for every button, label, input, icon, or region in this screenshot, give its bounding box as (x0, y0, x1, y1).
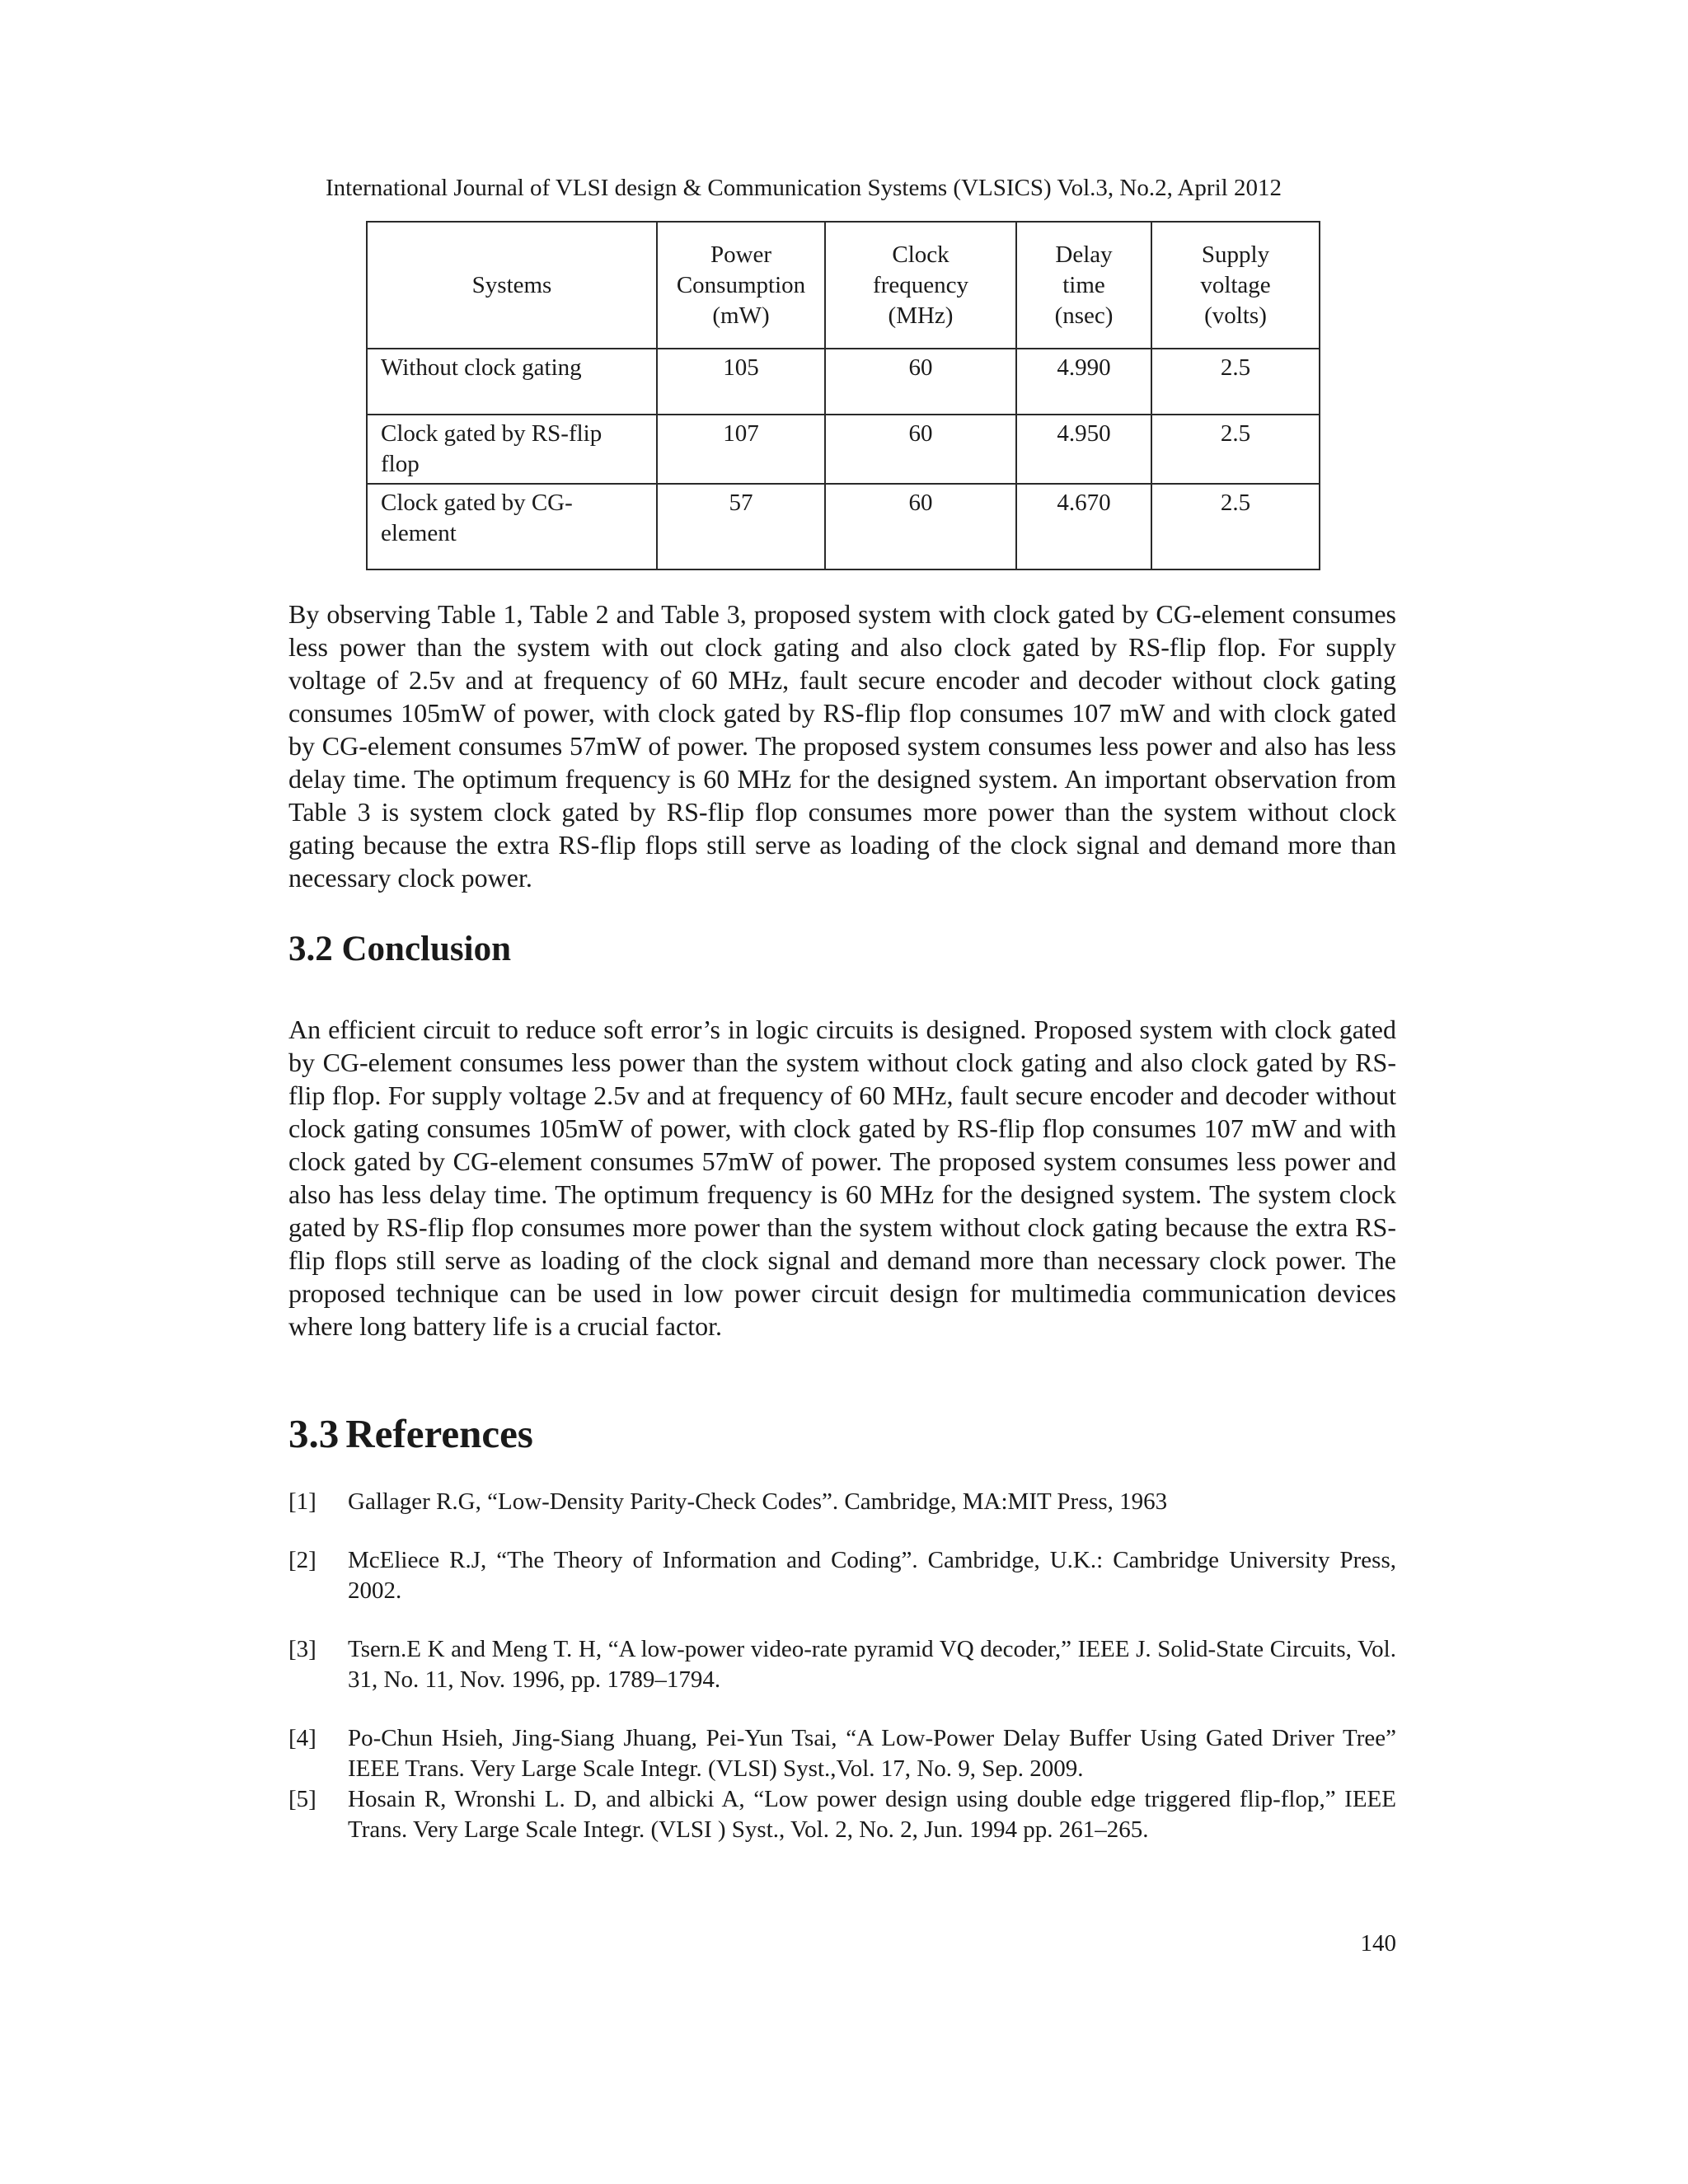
results-table (366, 221, 1320, 570)
table-cell-delay: 4.990 (1016, 349, 1151, 415)
table-cell-system: Clock gated by CG-element (367, 484, 657, 569)
reference-item (288, 1487, 1396, 1517)
table-header-row (367, 222, 1320, 349)
reference-item (288, 1634, 1396, 1695)
table-cell-delay: 4.670 (1016, 484, 1151, 569)
reference-item (288, 1723, 1396, 1784)
header-supply-voltage: Supply voltage (volts) (1151, 222, 1320, 349)
table-cell-frequency: 60 (825, 349, 1016, 415)
table-cell-delay: 4.950 (1016, 415, 1151, 484)
conclusion-paragraph: An efficient circuit to reduce soft error’s in logic circuits is designed. Proposed system with clock gated by CG-element consumes less power than the system without clock gating and also clock gated by RS-flip flop. For supply voltage 2.5v and at frequency of 60 MHz, fault secure encoder and decoder without clock gating consumes 105mW of power, with clock gated by RS-flip flop consumes 107 mW and with clock gated by CG-element consumes 57mW of power. The proposed system consumes less power and also has less delay time. The optimum frequency is 60 MHz for the designed system. The system clock gated by RS-flip flop consumes more power than the system without clock gating because the extra RS-flip flops still serve as loading of the clock signal and demand more than necessary clock power. The proposed technique can be used in low power circuit design for multimedia communication devices where long battery life is a crucial factor. (288, 1015, 1396, 1341)
running-header: International Journal of VLSI design & Communication Systems (VLSICS) Vol.3, No.2, April 2012 (326, 175, 1282, 201)
reference-text: Gallager R.G, “Low-Density Parity-Check Codes”. Cambridge, MA:MIT Press, 1963 (348, 1488, 1168, 1515)
reference-number: [4] (288, 1725, 316, 1751)
reference-number: [2] (288, 1547, 316, 1573)
references-section-title: References (345, 1411, 533, 1456)
table-cell-voltage: 2.5 (1151, 484, 1320, 569)
table-cell-power: 107 (657, 415, 825, 484)
table-cell-system: Without clock gating (367, 349, 657, 415)
reference-number: [3] (288, 1636, 316, 1662)
table-cell-voltage: 2.5 (1151, 415, 1320, 484)
observation-paragraph: By observing Table 1, Table 2 and Table 3, proposed system with clock gated by CG-element consumes less power than the system with out clock gating and also clock gated by RS-flip flop. For supply voltage of 2.5v and at frequency of 60 MHz, fault secure encoder and decoder without clock gating consumes 105mW of power, with clock gated by RS-flip flop consumes 107 mW and with clock gated by CG-element consumes 57mW of power. The proposed system consumes less power and also has less delay time. The optimum frequency is 60 MHz for the designed system. An important observation from Table 3 is system clock gated by RS-flip flop consumes more power than the system without clock gating because the extra RS-flip flops still serve as loading of the clock signal and demand more than necessary clock power. (288, 599, 1396, 893)
table-cell-frequency: 60 (825, 415, 1016, 484)
reference-text: McEliece R.J, “The Theory of Information and Coding”. Cambridge, U.K.: Cambridge University Press, 2002. (348, 1547, 1396, 1604)
table-row (367, 349, 1320, 415)
reference-number: [5] (288, 1786, 316, 1812)
table-cell-voltage: 2.5 (1151, 349, 1320, 415)
table-row (367, 415, 1320, 484)
table-cell-system: Clock gated by RS-flip flop (367, 415, 657, 484)
references-heading (288, 1413, 533, 1455)
references-section-number: 3.3 (288, 1411, 340, 1456)
reference-number: [1] (288, 1488, 316, 1515)
reference-item (288, 1545, 1396, 1606)
table-cell-power: 57 (657, 484, 825, 569)
reference-list (288, 1487, 1396, 1845)
header-power-consumption: Power Consumption (mW) (657, 222, 825, 349)
table-cell-frequency: 60 (825, 484, 1016, 569)
reference-item (288, 1784, 1396, 1845)
reference-text: Tsern.E K and Meng T. H, “A low-power video-rate pyramid VQ decoder,” IEEE J. Solid-State Circuits, Vol. 31, No. 11, Nov. 1996, pp. 1789–1794. (348, 1636, 1396, 1693)
table-cell-power: 105 (657, 349, 825, 415)
header-delay-time: Delay time (nsec) (1016, 222, 1151, 349)
conclusion-heading: 3.2 Conclusion (288, 930, 512, 968)
page-number: 140 (1360, 1930, 1396, 1957)
header-clock-frequency: Clock frequency (MHz) (825, 222, 1016, 349)
reference-text: Po-Chun Hsieh, Jing-Siang Jhuang, Pei-Yun Tsai, “A Low-Power Delay Buffer Using Gated Driver Tree” IEEE Trans. Very Large Scale Integr. (VLSI) Syst.,Vol. 17, No. 9, Sep. 2009. (348, 1725, 1396, 1782)
reference-text: Hosain R, Wronshi L. D, and albicki A, “Low power design using double edge triggered flip-flop,” IEEE Trans. Very Large Scale Integr. (VLSI ) Syst., Vol. 2, No. 2, Jun. 1994 pp. 261–265. (348, 1786, 1396, 1843)
header-systems: Systems (367, 222, 657, 349)
table-row (367, 484, 1320, 569)
